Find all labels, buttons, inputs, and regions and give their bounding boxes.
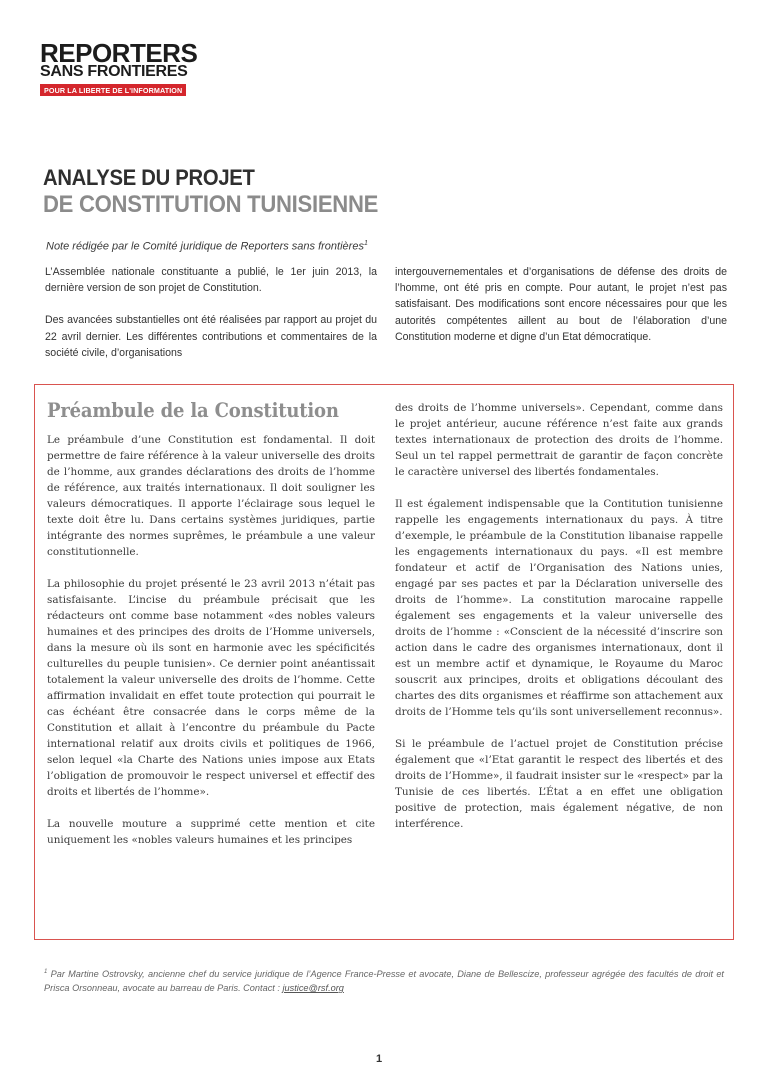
- contact-email-link[interactable]: justice@rsf.org: [282, 983, 344, 994]
- intro-paragraph: Des avancées substantielles ont été réalisées par rapport au projet du 22 avril dernier. Les différentes contributions et commentaires de la société civile, d’organisations: [45, 314, 377, 359]
- footnote: [44, 965, 724, 995]
- preamble-paragraph: Le préambule d’une Constitution est fondamental. Il doit permettre de faire référence à la valeur universelle des droits de l’homme, aux grandes déclarations des droits de l’homme de référence, aux traités internationaux. Il doit souligner les valeurs démocratiques. Il apporte l’éclairage sous lequel le texte doit être lu. Dans certains systèmes juridiques, partie intégrante des normes suprêmes, le préambule a une valeur constitutionnelle.: [47, 434, 375, 558]
- page-number: 1: [376, 1053, 383, 1065]
- title-line2: DE CONSTITUTION TUNISIENNE: [43, 191, 379, 218]
- intro-column-right: [395, 264, 727, 361]
- author-note: [46, 240, 368, 253]
- preamble-column-right: [395, 400, 723, 848]
- footnote-text: Par Martine Ostrovsky, ancienne chef du service juridique de l’Agence France-Presse et avocate, Diane de Bellescize, professeur agrégée des facultés de droit et Prisca Orsonneau, avocate au barreau de Paris. Contact :: [44, 969, 724, 994]
- rsf-logo: [40, 38, 198, 98]
- footnote-number: 1: [44, 969, 48, 975]
- preamble-paragraph: des droits de l’homme universels». Cependant, comme dans le projet antérieur, aucune référence n’est faite aux grands textes internationaux de protection des droits de l’homme. Seul un tel rappel permettrait de garantir de façon concrète le caractère universel des libertés fondamentales.: [395, 402, 723, 478]
- footnote-marker[interactable]: 1: [363, 240, 368, 247]
- preamble-column-left: [47, 432, 375, 864]
- logo-tagline: POUR LA LIBERTE DE L'INFORMATION: [40, 84, 186, 96]
- intro-paragraph: L’Assemblée nationale constituante a publié, le 1er juin 2013, la dernière version de son projet de Constitution.: [45, 266, 377, 295]
- preamble-paragraph: Il est également indispensable que la Contitution tunisienne rappelle les engagements internationaux du pays. À titre d’exemple, le préambule de la Constitution libanaise rappelle les engagements internationaux du pays. «Il est membre fondateur et actif de l’Organisation des Nations unies, engagé par ses pactes et par la Déclaration universelle des droits de l’homme». La constitution marocaine rappelle également ses engagements et la valeur universelle des droits de l’homme : «Conscient de la nécessité d’inscrire son action dans le cadre des organismes internationaux, dont il est un membre actif et dynamique, le Royaume du Maroc souscrit aux principes, droits et obligations découlant des chartes des dits organismes et réaffirme son attachement aux droits de l’Homme tels qu’ils sont universellement reconnus».: [395, 498, 723, 718]
- logo-line1: REPORTERS: [40, 38, 198, 68]
- author-note-text: Note rédigée par le Comité juridique de Reporters sans frontières: [46, 240, 364, 253]
- title-line1: ANALYSE DU PROJET: [43, 165, 255, 190]
- preamble-heading: Préambule de la Constitution: [47, 398, 339, 422]
- preamble-paragraph: La philosophie du projet présenté le 23 avril 2013 n’était pas satisfaisante. L’incise du préambule précisait que les rédacteurs ont comme base notamment «des nobles valeurs humaines et des principes des droits de l’Homme universels, dans la mesure où ils sont en harmonie avec les spécificités culturelles du peuple tunisien». Ce dernier point anéantissait totalement la valeur universelle des droits de l’homme. Cette affirmation invalidait en effet toute protection qui pourrait le cas échéant être consacrée dans le corps même de la Constitution et allait à l’encontre du préambule du Pacte international relatif aux droits civils et politiques de 1966, selon lequel «la Charte des Nations unies impose aux Etats l’obligation de promouvoir le respect universel et effectif des droits et libertés de l’homme».: [47, 578, 375, 798]
- preamble-paragraph: Si le préambule de l’actuel projet de Constitution précise également que «l’Etat garantit le respect des libertés et des droits de l’Homme», il faudrait insister sur le «respect» par la Tunisie de ces libertés. L’État a en effet une obligation positive de protection, mais également négative, de non interférence.: [395, 738, 723, 830]
- preamble-paragraph: La nouvelle mouture a supprimé cette mention et cite uniquement les «nobles valeurs humaines et les principes: [47, 818, 375, 846]
- intro-column-left: [45, 264, 377, 377]
- intro-paragraph: intergouvernementales et d’organisations de défense des droits de l’homme, ont été pris en compte. Pour autant, le projet n’est pas satisfaisant. Des modifications sont encore nécessaires pour que les autorités compétentes aillent au bout de l’élaboration d’une Constitution moderne et digne d’un Etat démocratique.: [395, 266, 727, 343]
- logo-line2: SANS FRONTIERES: [40, 63, 188, 80]
